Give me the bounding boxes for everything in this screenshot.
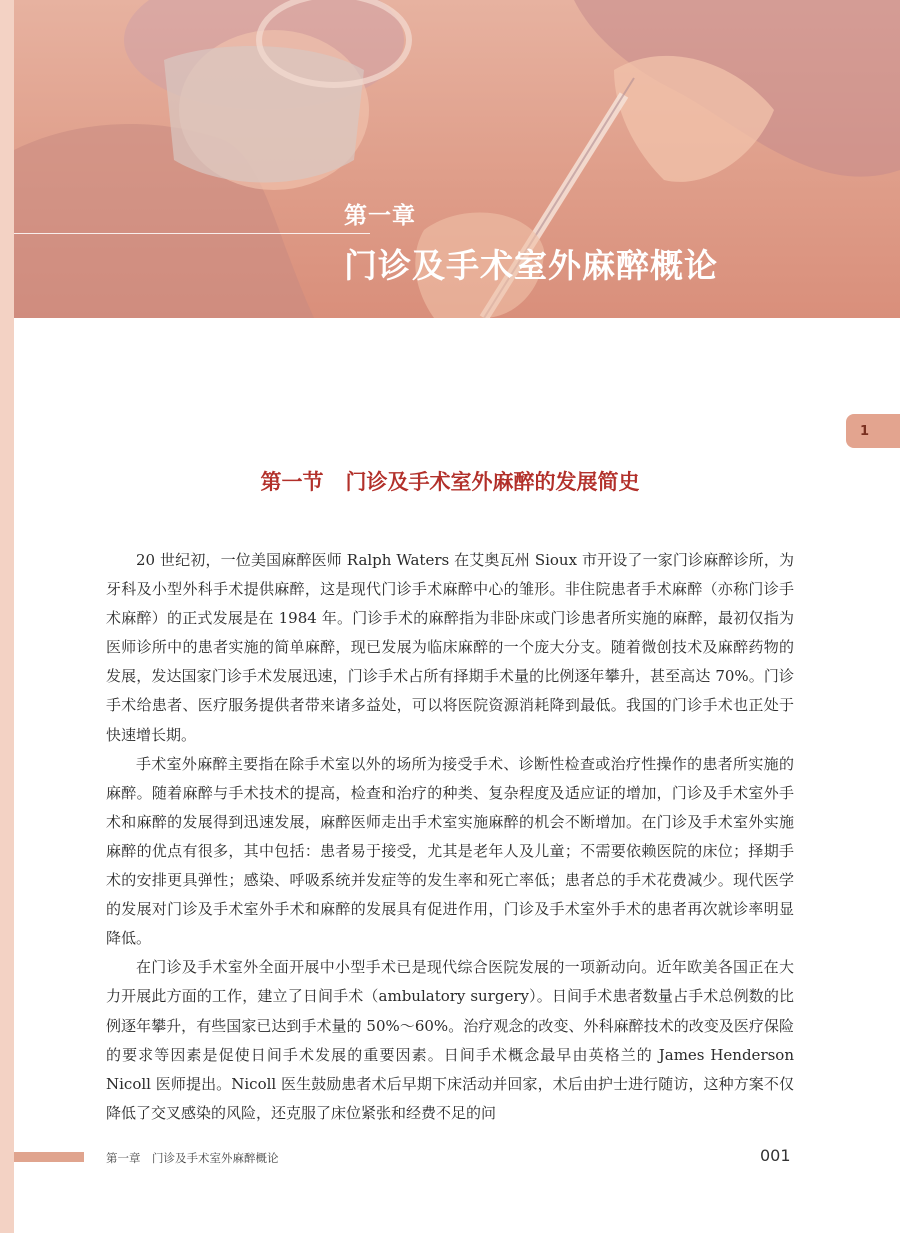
section-title: 门诊及手术室外麻醉的发展简史	[345, 470, 640, 494]
chapter-hero-banner	[14, 0, 900, 318]
left-margin-strip	[0, 0, 14, 1233]
chapter-title: 门诊及手术室外麻醉概论	[344, 246, 718, 285]
chapter-thumb-tab-number: 1	[860, 423, 870, 439]
paragraph: 手术室外麻醉主要指在除手术室以外的场所为接受手术、诊断性检查或治疗性操作的患者所实施的麻醉。随着麻醉与手术技术的提高，检查和治疗的种类、复杂程度及适应证的增加，门诊及手术室外手术和麻醉的发展得到迅速发展，麻醉医师走出手术室实施麻醉的机会不断增加。在门诊及手术室外实施麻醉的优点有很多，其中包括：患者易于接受，尤其是老年人及儿童；不需要依赖医院的床位；择期手术的安排更具弹性；感染、呼吸系统并发症等的发生率和死亡率低；患者总的手术花费减少。现代医学的发展对门诊及手术室外手术和麻醉的发展具有促进作用，门诊及手术室外手术的患者再次就诊率明显降低。	[106, 754, 794, 948]
footer-page-number: 001	[760, 1146, 791, 1165]
section-number: 第一节	[260, 470, 324, 494]
footer-accent-bar	[14, 1152, 84, 1162]
section-heading	[0, 466, 900, 496]
paragraph: 在门诊及手术室外全面开展中小型手术已是现代综合医院发展的一项新动向。近年欧美各国正在大力开展此方面的工作，建立了日间手术（ambulatory surgery）。日间手术患者数量占手术总例数的比例逐年攀升，有些国家已达到手术量的 50%～60%。治疗观念的改变、外科麻醉技术的改变及医疗保险的要求等因素是促使日间手术发展的重要因素。日间手术概念最早由英格兰的 James Henderson Nicoll 医师提出。Nicoll 医生鼓励患者术后早期下床活动并回家，术后由护士进行随访，这种方案不仅降低了交叉感染的风险，还克服了床位紧张和经费不足的问	[106, 958, 794, 1122]
body-text	[106, 546, 794, 1128]
chapter-label: 第一章	[344, 203, 416, 229]
footer-running-title: 第一章 门诊及手术室外麻醉概论	[106, 1151, 279, 1165]
chapter-thumb-tab	[846, 414, 900, 448]
chapter-divider	[14, 233, 370, 234]
paragraph: 20 世纪初，一位美国麻醉医师 Ralph Waters 在艾奥瓦州 Sioux 市开设了一家门诊麻醉诊所，为牙科及小型外科手术提供麻醉，这是现代门诊手术麻醉中心的雏形。非住院患者手术麻醉（亦称门诊手术麻醉）的正式发展是在 1984 年。门诊手术的麻醉指为非卧床或门诊患者所实施的麻醉，最初仅指为医师诊所中的患者实施的简单麻醉，现已发展为临床麻醉的一个庞大分支。随着微创技术及麻醉药物的发展，发达国家门诊手术发展迅速，门诊手术占所有择期手术量的比例逐年攀升，甚至高达 70%。门诊手术给患者、医疗服务提供者带来诸多益处，可以将医院资源消耗降到最低。我国的门诊手术也正处于快速增长期。	[106, 551, 794, 744]
